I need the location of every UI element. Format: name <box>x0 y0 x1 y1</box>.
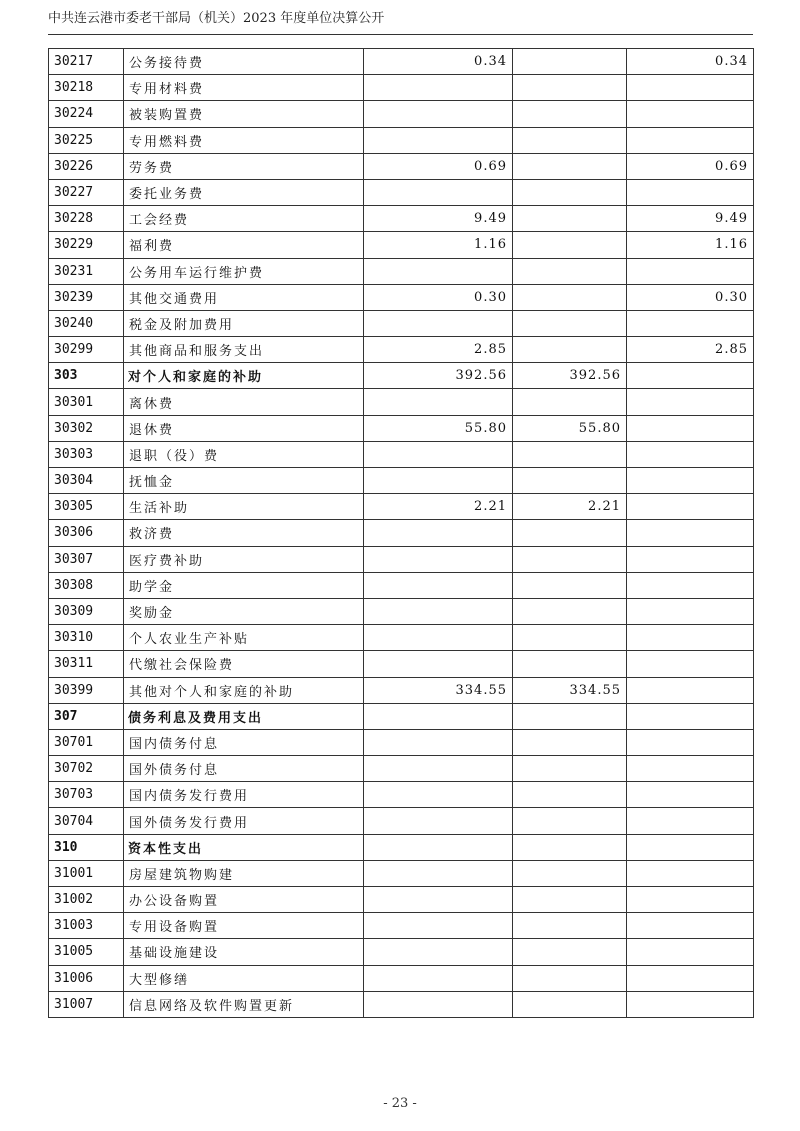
code-cell: 310 <box>49 834 124 860</box>
amount-project-cell <box>627 179 754 205</box>
table-row <box>49 468 754 494</box>
table-row <box>49 651 754 677</box>
amount-project-cell <box>627 651 754 677</box>
table-row <box>49 75 754 101</box>
amount-project-cell: 0.30 <box>627 284 754 310</box>
amount-total-cell: 55.80 <box>364 415 513 441</box>
amount-total-cell <box>364 756 513 782</box>
amount-basic-cell <box>513 756 627 782</box>
name-cell: 退休费 <box>124 415 364 441</box>
code-cell: 30704 <box>49 808 124 834</box>
name-cell: 债务利息及费用支出 <box>124 703 364 729</box>
table-row <box>49 887 754 913</box>
name-cell: 福利费 <box>124 232 364 258</box>
amount-basic-cell <box>513 965 627 991</box>
amount-basic-cell <box>513 598 627 624</box>
name-cell: 办公设备购置 <box>124 887 364 913</box>
amount-project-cell: 1.16 <box>627 232 754 258</box>
amount-project-cell <box>627 363 754 389</box>
amount-project-cell <box>627 965 754 991</box>
amount-project-cell <box>627 468 754 494</box>
table-row <box>49 520 754 546</box>
code-cell: 30701 <box>49 729 124 755</box>
code-cell: 30218 <box>49 75 124 101</box>
amount-basic-cell <box>513 808 627 834</box>
amount-total-cell <box>364 572 513 598</box>
amount-total-cell <box>364 939 513 965</box>
name-cell: 房屋建筑物购建 <box>124 860 364 886</box>
amount-project-cell <box>627 101 754 127</box>
table-row <box>49 677 754 703</box>
amount-total-cell <box>364 965 513 991</box>
amount-total-cell: 334.55 <box>364 677 513 703</box>
table-row <box>49 625 754 651</box>
name-cell: 对个人和家庭的补助 <box>124 363 364 389</box>
amount-project-cell <box>627 625 754 651</box>
amount-total-cell: 9.49 <box>364 206 513 232</box>
table-row <box>49 939 754 965</box>
table-row <box>49 913 754 939</box>
code-cell: 30702 <box>49 756 124 782</box>
amount-project-cell <box>627 834 754 860</box>
code-cell: 30231 <box>49 258 124 284</box>
amount-basic-cell <box>513 887 627 913</box>
amount-total-cell <box>364 468 513 494</box>
amount-basic-cell <box>513 729 627 755</box>
amount-project-cell: 9.49 <box>627 206 754 232</box>
table-row <box>49 808 754 834</box>
table-row <box>49 389 754 415</box>
code-cell: 307 <box>49 703 124 729</box>
amount-basic-cell <box>513 939 627 965</box>
code-cell: 30306 <box>49 520 124 546</box>
name-cell: 生活补助 <box>124 494 364 520</box>
table-row <box>49 572 754 598</box>
table-row <box>49 756 754 782</box>
name-cell: 专用材料费 <box>124 75 364 101</box>
name-cell: 资本性支出 <box>124 834 364 860</box>
amount-total-cell <box>364 991 513 1017</box>
amount-project-cell <box>627 389 754 415</box>
name-cell: 信息网络及软件购置更新 <box>124 991 364 1017</box>
table-row <box>49 598 754 624</box>
amount-project-cell <box>627 441 754 467</box>
expenditure-table <box>48 48 754 1018</box>
name-cell: 其他商品和服务支出 <box>124 337 364 363</box>
amount-total-cell <box>364 729 513 755</box>
amount-basic-cell <box>513 206 627 232</box>
name-cell: 退职（役）费 <box>124 441 364 467</box>
name-cell: 奖励金 <box>124 598 364 624</box>
code-cell: 30399 <box>49 677 124 703</box>
amount-basic-cell <box>513 468 627 494</box>
amount-project-cell: 0.34 <box>627 49 754 75</box>
amount-project-cell <box>627 939 754 965</box>
name-cell: 专用燃料费 <box>124 127 364 153</box>
table-row <box>49 494 754 520</box>
amount-basic-cell <box>513 834 627 860</box>
name-cell: 抚恤金 <box>124 468 364 494</box>
amount-basic-cell <box>513 441 627 467</box>
amount-basic-cell <box>513 310 627 336</box>
name-cell: 国外债务发行费用 <box>124 808 364 834</box>
amount-basic-cell <box>513 572 627 598</box>
amount-project-cell <box>627 258 754 284</box>
amount-project-cell <box>627 756 754 782</box>
name-cell: 被装购置费 <box>124 101 364 127</box>
document-header <box>48 10 753 35</box>
table-group-row <box>49 703 754 729</box>
code-cell: 30309 <box>49 598 124 624</box>
amount-project-cell <box>627 729 754 755</box>
amount-basic-cell: 334.55 <box>513 677 627 703</box>
code-cell: 30310 <box>49 625 124 651</box>
name-cell: 个人农业生产补贴 <box>124 625 364 651</box>
table-group-row <box>49 363 754 389</box>
amount-total-cell <box>364 913 513 939</box>
code-cell: 30307 <box>49 546 124 572</box>
amount-total-cell <box>364 782 513 808</box>
code-cell: 30299 <box>49 337 124 363</box>
code-cell: 30229 <box>49 232 124 258</box>
amount-project-cell <box>627 598 754 624</box>
amount-total-cell <box>364 546 513 572</box>
amount-total-cell: 2.85 <box>364 337 513 363</box>
amount-total-cell: 2.21 <box>364 494 513 520</box>
amount-total-cell: 0.30 <box>364 284 513 310</box>
amount-basic-cell: 55.80 <box>513 415 627 441</box>
amount-project-cell <box>627 520 754 546</box>
amount-basic-cell <box>513 75 627 101</box>
code-cell: 30224 <box>49 101 124 127</box>
name-cell: 其他交通费用 <box>124 284 364 310</box>
amount-basic-cell <box>513 49 627 75</box>
amount-basic-cell <box>513 782 627 808</box>
amount-basic-cell <box>513 520 627 546</box>
amount-project-cell <box>627 860 754 886</box>
name-cell: 助学金 <box>124 572 364 598</box>
page-footer <box>0 1096 800 1111</box>
amount-total-cell <box>364 703 513 729</box>
table-row <box>49 101 754 127</box>
name-cell: 工会经费 <box>124 206 364 232</box>
table-row <box>49 441 754 467</box>
amount-project-cell <box>627 913 754 939</box>
table-row <box>49 729 754 755</box>
code-cell: 30308 <box>49 572 124 598</box>
table-row <box>49 546 754 572</box>
amount-project-cell <box>627 546 754 572</box>
amount-basic-cell <box>513 991 627 1017</box>
name-cell: 国内债务发行费用 <box>124 782 364 808</box>
amount-total-cell <box>364 887 513 913</box>
amount-total-cell <box>364 520 513 546</box>
amount-project-cell <box>627 415 754 441</box>
amount-total-cell <box>364 860 513 886</box>
code-cell: 30311 <box>49 651 124 677</box>
amount-project-cell <box>627 782 754 808</box>
name-cell: 代缴社会保险费 <box>124 651 364 677</box>
amount-project-cell <box>627 310 754 336</box>
name-cell: 离休费 <box>124 389 364 415</box>
code-cell: 30304 <box>49 468 124 494</box>
table-row <box>49 179 754 205</box>
amount-project-cell <box>627 677 754 703</box>
amount-basic-cell <box>513 127 627 153</box>
amount-project-cell <box>627 808 754 834</box>
code-cell: 30225 <box>49 127 124 153</box>
amount-basic-cell <box>513 546 627 572</box>
name-cell: 医疗费补助 <box>124 546 364 572</box>
amount-total-cell: 1.16 <box>364 232 513 258</box>
table-row <box>49 860 754 886</box>
code-cell: 30302 <box>49 415 124 441</box>
table-row <box>49 337 754 363</box>
name-cell: 公务用车运行维护费 <box>124 258 364 284</box>
amount-total-cell: 0.34 <box>364 49 513 75</box>
amount-total-cell <box>364 441 513 467</box>
code-cell: 31002 <box>49 887 124 913</box>
amount-project-cell <box>627 703 754 729</box>
code-cell: 30226 <box>49 153 124 179</box>
amount-basic-cell <box>513 625 627 651</box>
code-cell: 303 <box>49 363 124 389</box>
amount-basic-cell <box>513 860 627 886</box>
expenditure-table-body <box>49 49 754 1018</box>
name-cell: 税金及附加费用 <box>124 310 364 336</box>
name-cell: 劳务费 <box>124 153 364 179</box>
amount-total-cell <box>364 389 513 415</box>
table-row <box>49 991 754 1017</box>
amount-total-cell <box>364 258 513 284</box>
code-cell: 30239 <box>49 284 124 310</box>
table-row <box>49 310 754 336</box>
amount-total-cell <box>364 598 513 624</box>
table-row <box>49 415 754 441</box>
name-cell: 专用设备购置 <box>124 913 364 939</box>
amount-basic-cell <box>513 101 627 127</box>
amount-project-cell <box>627 572 754 598</box>
name-cell: 国外债务付息 <box>124 756 364 782</box>
code-cell: 30228 <box>49 206 124 232</box>
document-title: 中共连云港市委老干部局（机关）2023 年度单位决算公开 <box>48 11 385 26</box>
code-cell: 30703 <box>49 782 124 808</box>
name-cell: 委托业务费 <box>124 179 364 205</box>
page-number: - 23 - <box>383 1096 417 1111</box>
table-row <box>49 127 754 153</box>
amount-total-cell <box>364 101 513 127</box>
code-cell: 30303 <box>49 441 124 467</box>
amount-project-cell <box>627 494 754 520</box>
amount-total-cell <box>364 834 513 860</box>
name-cell: 基础设施建设 <box>124 939 364 965</box>
amount-basic-cell <box>513 258 627 284</box>
amount-total-cell <box>364 310 513 336</box>
code-cell: 31007 <box>49 991 124 1017</box>
table-row <box>49 965 754 991</box>
amount-project-cell: 0.69 <box>627 153 754 179</box>
amount-basic-cell: 2.21 <box>513 494 627 520</box>
name-cell: 救济费 <box>124 520 364 546</box>
amount-project-cell <box>627 887 754 913</box>
amount-project-cell <box>627 127 754 153</box>
code-cell: 30301 <box>49 389 124 415</box>
amount-total-cell <box>364 127 513 153</box>
amount-total-cell <box>364 808 513 834</box>
amount-basic-cell <box>513 232 627 258</box>
amount-total-cell <box>364 179 513 205</box>
table-row <box>49 153 754 179</box>
amount-project-cell <box>627 75 754 101</box>
table-row <box>49 232 754 258</box>
amount-basic-cell <box>513 179 627 205</box>
name-cell: 其他对个人和家庭的补助 <box>124 677 364 703</box>
amount-total-cell: 392.56 <box>364 363 513 389</box>
amount-project-cell <box>627 991 754 1017</box>
amount-basic-cell <box>513 703 627 729</box>
name-cell: 国内债务付息 <box>124 729 364 755</box>
code-cell: 31003 <box>49 913 124 939</box>
amount-basic-cell <box>513 913 627 939</box>
amount-project-cell: 2.85 <box>627 337 754 363</box>
amount-basic-cell: 392.56 <box>513 363 627 389</box>
code-cell: 31001 <box>49 860 124 886</box>
amount-basic-cell <box>513 651 627 677</box>
code-cell: 30240 <box>49 310 124 336</box>
table-row <box>49 206 754 232</box>
code-cell: 30217 <box>49 49 124 75</box>
amount-total-cell <box>364 75 513 101</box>
amount-basic-cell <box>513 337 627 363</box>
amount-basic-cell <box>513 153 627 179</box>
table-group-row <box>49 834 754 860</box>
code-cell: 31006 <box>49 965 124 991</box>
table-row <box>49 258 754 284</box>
table-row <box>49 284 754 310</box>
table-row <box>49 782 754 808</box>
name-cell: 大型修缮 <box>124 965 364 991</box>
code-cell: 30227 <box>49 179 124 205</box>
code-cell: 30305 <box>49 494 124 520</box>
amount-total-cell <box>364 651 513 677</box>
amount-total-cell: 0.69 <box>364 153 513 179</box>
name-cell: 公务接待费 <box>124 49 364 75</box>
amount-basic-cell <box>513 389 627 415</box>
code-cell: 31005 <box>49 939 124 965</box>
amount-basic-cell <box>513 284 627 310</box>
table-row <box>49 49 754 75</box>
amount-total-cell <box>364 625 513 651</box>
